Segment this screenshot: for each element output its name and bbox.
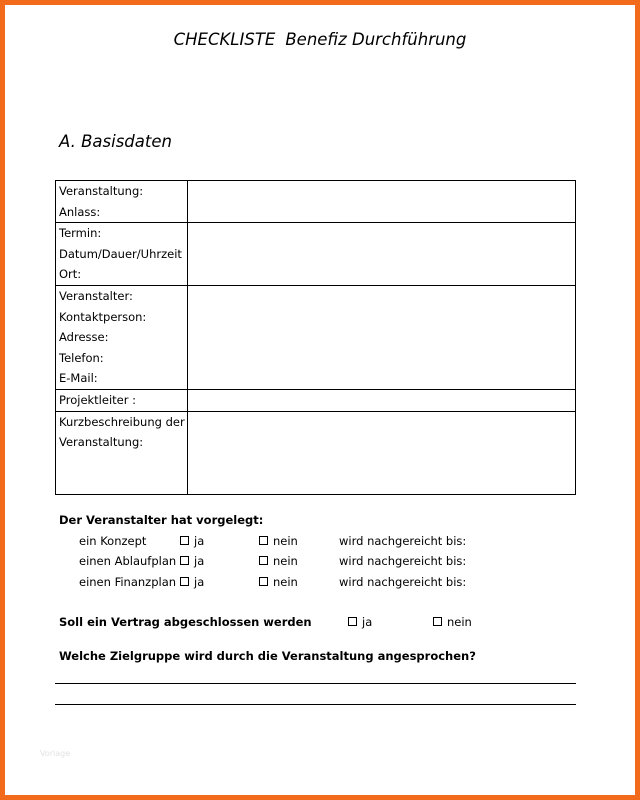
table-row: [56, 285, 576, 389]
table-row: [56, 411, 576, 494]
table-row: [56, 223, 576, 286]
row-input-cell[interactable]: [188, 411, 576, 494]
row-input-cell[interactable]: [188, 223, 576, 286]
document-title: [0, 30, 640, 49]
checkbox-ja[interactable]: ja: [180, 554, 204, 568]
row-label-cell: [56, 411, 188, 494]
checkbox-icon: [180, 556, 189, 565]
checkbox-icon: [259, 536, 268, 545]
row-label-cell: [56, 389, 188, 411]
watermark: Vorlage: [40, 749, 71, 758]
field-label: Datum/Dauer/Uhrzeit: [59, 246, 182, 261]
checkbox-icon: [259, 556, 268, 565]
table-row: [56, 389, 576, 411]
checkbox-nein[interactable]: nein: [259, 575, 298, 589]
field-label: Veranstaltung:: [59, 435, 144, 450]
vorgelegt-heading: Der Veranstalter hat vorgelegt:: [59, 513, 264, 527]
row-label-cell: [56, 223, 188, 286]
nachgereicht-label: wird nachgereicht bis:: [339, 534, 467, 548]
field-label: Adresse:: [59, 330, 109, 345]
field-label: Anlass:: [59, 204, 101, 219]
checkbox-icon: [180, 536, 189, 545]
field-label: Termin:: [59, 226, 102, 241]
field-label: Kontaktperson:: [59, 309, 147, 324]
checkbox-nein[interactable]: nein: [259, 554, 298, 568]
section-heading-basisdaten: A. Basisdaten: [59, 132, 172, 151]
answer-line[interactable]: [55, 704, 576, 705]
checkbox-nein[interactable]: nein: [259, 534, 298, 548]
vorgelegt-item-label: einen Finanzplan: [79, 575, 177, 589]
row-label-cell: [56, 181, 188, 223]
row-input-cell[interactable]: [188, 389, 576, 411]
answer-line[interactable]: [55, 683, 576, 684]
field-label: Veranstaltung:: [59, 184, 144, 198]
checkbox-icon: [259, 577, 268, 586]
field-label: Veranstalter:: [59, 288, 133, 303]
checkbox-ja[interactable]: ja: [180, 534, 204, 548]
row-input-cell[interactable]: [188, 285, 576, 389]
field-label: Ort:: [59, 267, 82, 282]
table-row: [56, 181, 576, 223]
vertrag-checkbox-ja[interactable]: ja: [348, 615, 372, 629]
checkbox-icon: [348, 617, 357, 626]
field-label: E-Mail:: [59, 371, 98, 386]
basisdaten-table: [55, 180, 576, 495]
checkbox-ja[interactable]: ja: [180, 575, 204, 589]
checkbox-icon: [433, 617, 442, 626]
vorgelegt-item-label: ein Konzept: [79, 534, 147, 548]
field-label: Telefon:: [59, 350, 104, 365]
field-label: Kurzbeschreibung der: [59, 414, 185, 429]
nachgereicht-label: wird nachgereicht bis:: [339, 554, 467, 568]
title-part-2: Benefiz Durchführung: [285, 30, 467, 49]
nachgereicht-label: wird nachgereicht bis:: [339, 575, 467, 589]
vorgelegt-item-label: einen Ablaufplan: [79, 554, 177, 568]
checkbox-icon: [180, 577, 189, 586]
title-part-1: CHECKLISTE: [173, 30, 276, 49]
row-input-cell[interactable]: [188, 181, 576, 223]
row-label-cell: [56, 285, 188, 389]
zielgruppe-question: Welche Zielgruppe wird durch die Veranstaltung angesprochen?: [59, 649, 476, 663]
field-label: Projektleiter :: [59, 392, 136, 407]
vertrag-checkbox-nein[interactable]: nein: [433, 615, 472, 629]
vertrag-question: Soll ein Vertrag abgeschlossen werden: [59, 615, 312, 629]
